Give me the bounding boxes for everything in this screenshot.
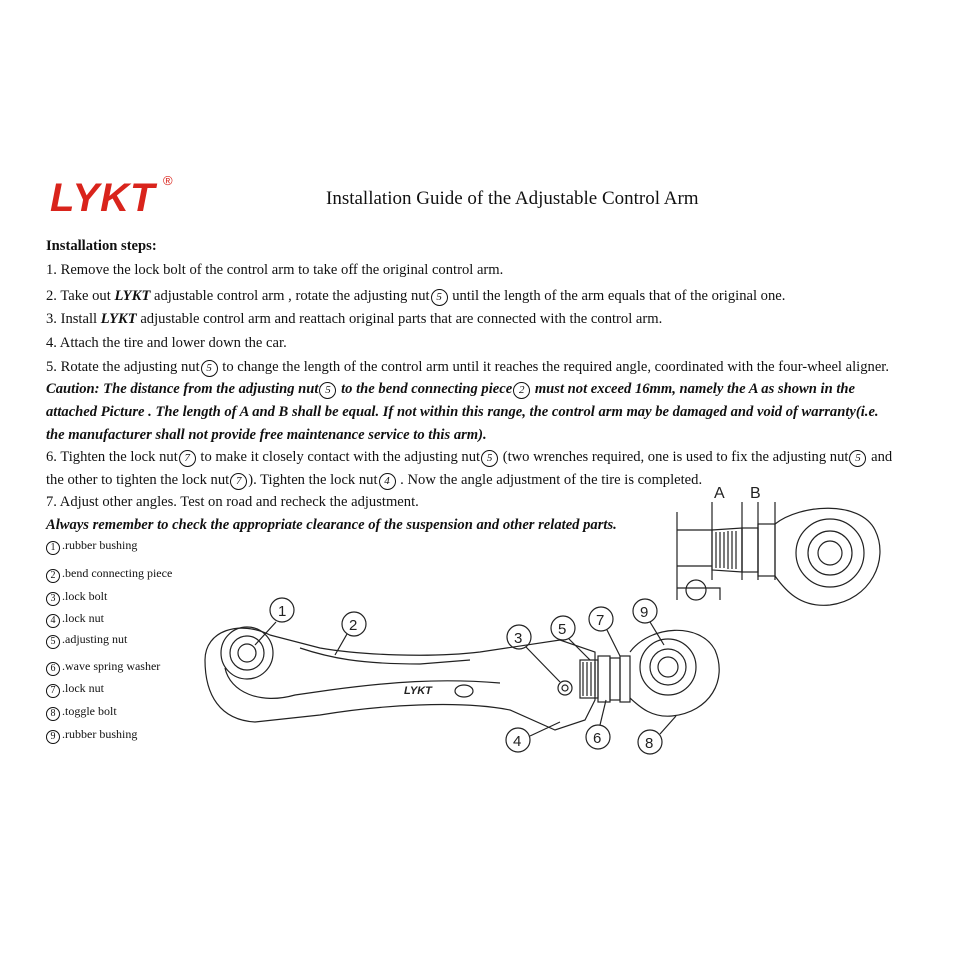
step-6-line-2: the other to tighten the lock nut 7 ). Tighten the lock nut 4 . Now the angle adjustment of the tire is completed. <box>46 472 703 488</box>
steps-heading: Installation steps: <box>46 238 157 254</box>
callout-2-label: 2 <box>349 617 358 634</box>
step-6-line-1: 6. Tighten the lock nut 7 to make it closely contact with the adjusting nut 5 (two wrenches required, one is used to fix the adjusting nut 5 and <box>46 449 893 465</box>
caution-line-1: Caution: The distance from the adjusting nut 5 to the bend connecting piece 2 must not exceed 16mm, namely the A as shown in the <box>46 381 855 397</box>
part-item: 2 .bend connecting piece <box>46 566 172 583</box>
circled-number: 7 <box>179 450 196 467</box>
detail-label-a: A <box>714 485 725 502</box>
part-item: 3 .lock bolt <box>46 589 107 606</box>
circled-number: 5 <box>849 450 866 467</box>
circled-number: 5 <box>319 382 336 399</box>
step-2: 2. Take out LYKT adjustable control arm , rotate the adjusting nut 5 until the length of the arm equals that of the original one. <box>46 288 786 304</box>
callout-6-label: 6 <box>593 730 602 747</box>
callout-7-label: 7 <box>596 612 605 629</box>
circled-number: 2 <box>513 382 530 399</box>
step-5: 5. Rotate the adjusting nut 5 to change the length of the control arm until it reaches the required angle, coordinated with the four-wheel aligner. <box>46 359 889 375</box>
part-item: 6 .wave spring washer <box>46 659 160 676</box>
registered-mark: ® <box>163 173 173 188</box>
callout-1-label: 1 <box>278 603 287 620</box>
step-7: 7. Adjust other angles. Test on road and recheck the adjustment. <box>46 494 419 510</box>
callout-5-label: 5 <box>558 621 567 638</box>
arm-logo: LYKT <box>404 685 432 697</box>
page-title: Installation Guide of the Adjustable Control Arm <box>326 188 699 209</box>
circled-number: 5 <box>431 289 448 306</box>
circled-number: 5 <box>201 360 218 377</box>
detail-inset <box>677 485 880 605</box>
circled-number: 7 <box>230 473 247 490</box>
step-1: 1. Remove the lock bolt of the control arm to take off the original control arm. <box>46 262 504 278</box>
brand-logo: LYKT <box>50 176 156 220</box>
part-item: 1 .rubber bushing <box>46 538 137 555</box>
part-item: 9 .rubber bushing <box>46 727 137 744</box>
callout-8-label: 8 <box>645 735 654 752</box>
step-3: 3. Install LYKT adjustable control arm and reattach original parts that are connected with the control arm. <box>46 311 663 327</box>
callout-3-label: 3 <box>514 630 523 647</box>
part-item: 8 .toggle bolt <box>46 704 117 721</box>
caution-line-2: attached Picture . The length of A and B shall be equal. If not within this range, the control arm may be damaged and void of warranty(i.e. <box>46 404 879 420</box>
step-4: 4. Attach the tire and lower down the car. <box>46 335 287 351</box>
part-item: 5 .adjusting nut <box>46 632 127 649</box>
callouts <box>255 598 676 754</box>
part-item: 7 .lock nut <box>46 681 104 698</box>
control-arm <box>205 627 719 730</box>
part-item: 4 .lock nut <box>46 611 104 628</box>
caution-line-3: the manufacturer shall not provide free maintenance service to this arm). <box>46 427 487 443</box>
circled-number: 5 <box>481 450 498 467</box>
callout-4-label: 4 <box>513 733 522 750</box>
circled-number: 4 <box>379 473 396 490</box>
callout-9-label: 9 <box>640 604 649 621</box>
reminder-note: Always remember to check the appropriate clearance of the suspension and other related parts. <box>46 517 617 533</box>
detail-label-b: B <box>750 485 761 502</box>
